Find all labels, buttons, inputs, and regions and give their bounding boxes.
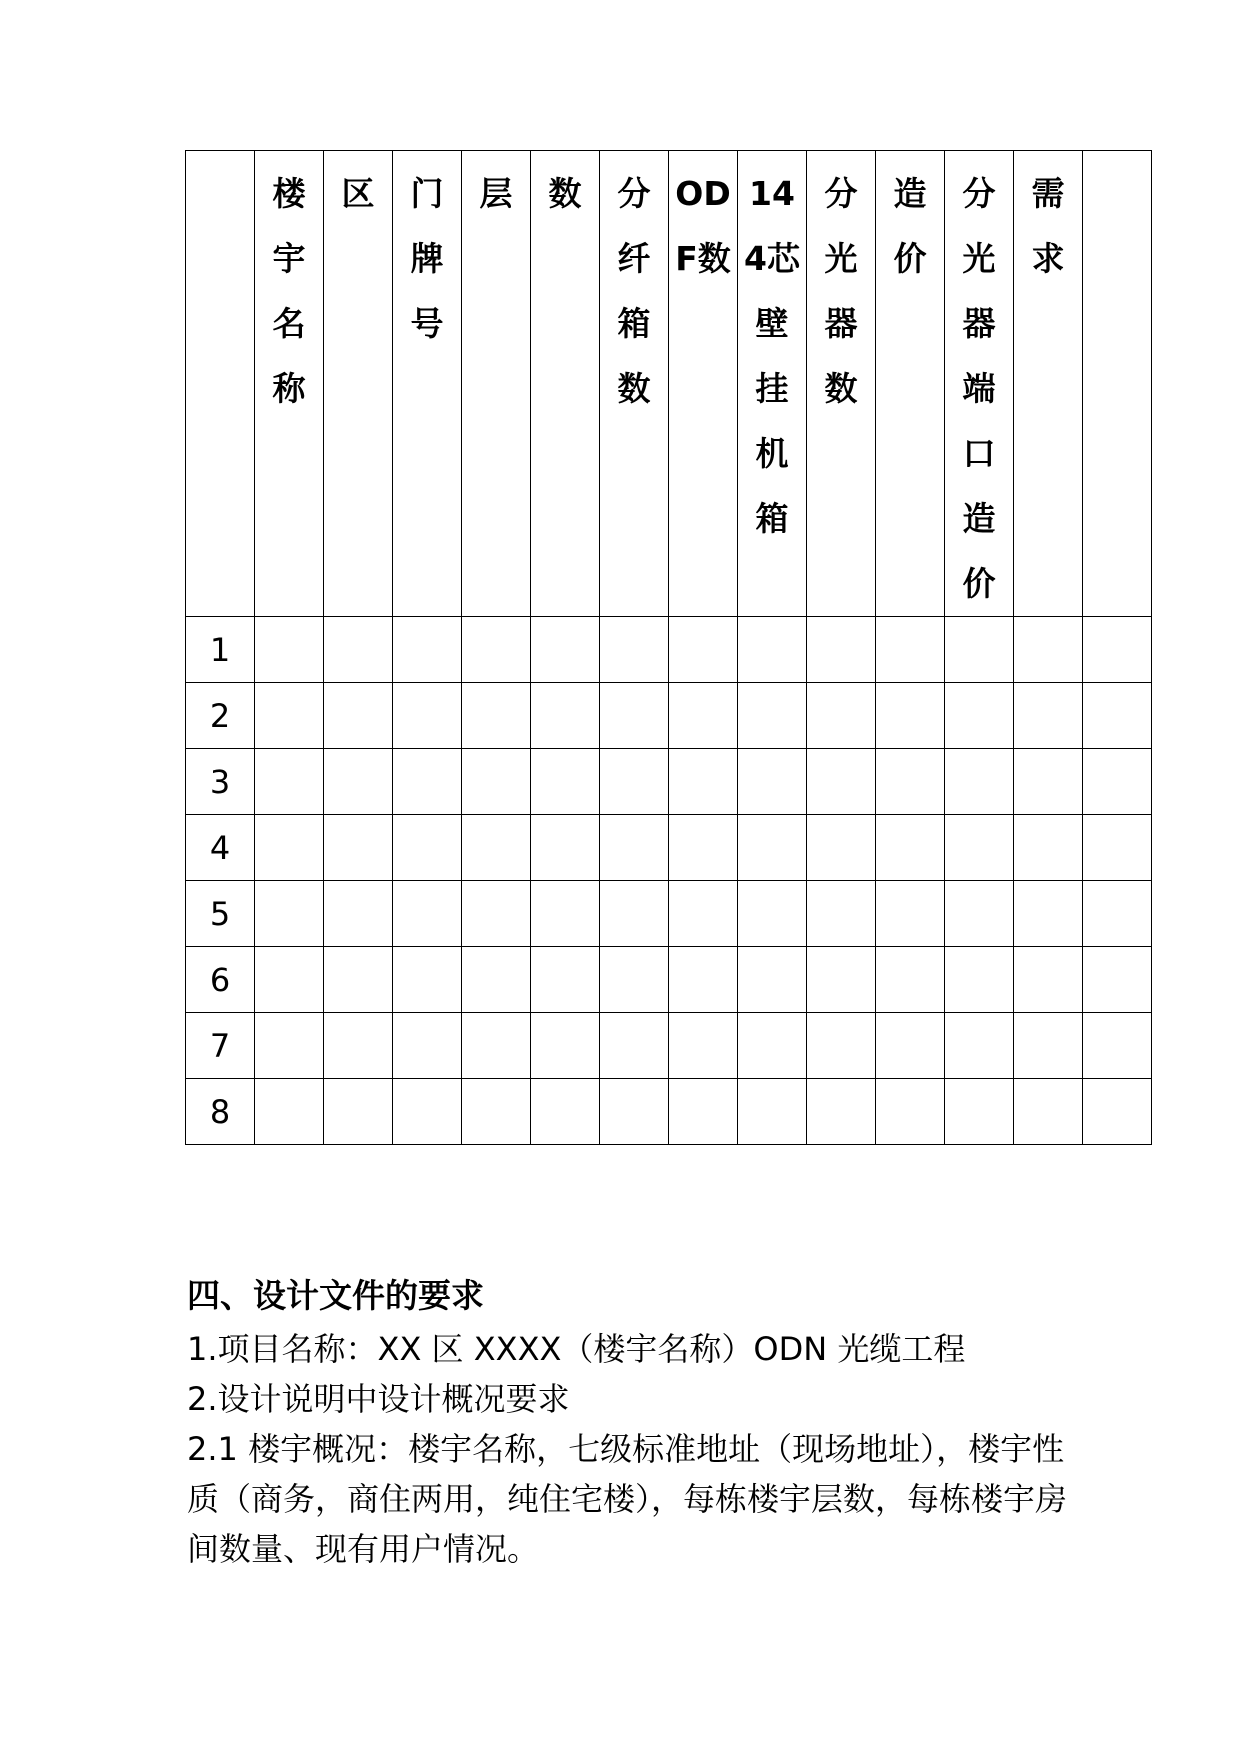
header-cell-district: 区 [324, 151, 393, 617]
empty-cell [393, 881, 462, 947]
empty-cell [738, 881, 807, 947]
empty-cell [1014, 749, 1083, 815]
empty-cell [738, 1079, 807, 1145]
empty-cell [876, 617, 945, 683]
row-number-cell: 6 [186, 947, 255, 1013]
header-cell-splitter-port-cost: 分光器端口造价 [945, 151, 1014, 617]
empty-cell [876, 1013, 945, 1079]
empty-cell [462, 947, 531, 1013]
empty-cell [1014, 683, 1083, 749]
row-number-cell: 8 [186, 1079, 255, 1145]
empty-cell [393, 1013, 462, 1079]
empty-cell [669, 749, 738, 815]
table-row [186, 1013, 1152, 1079]
table-row [186, 947, 1152, 1013]
empty-cell [324, 617, 393, 683]
empty-cell [807, 947, 876, 1013]
row-number-cell: 5 [186, 881, 255, 947]
empty-cell [393, 815, 462, 881]
empty-cell [393, 683, 462, 749]
table-row [186, 617, 1152, 683]
empty-cell [255, 617, 324, 683]
empty-cell [738, 683, 807, 749]
empty-cell [945, 815, 1014, 881]
empty-cell [738, 947, 807, 1013]
header-cell-house-number: 门牌号 [393, 151, 462, 617]
empty-cell [1083, 1013, 1152, 1079]
empty-cell [1083, 617, 1152, 683]
empty-cell [255, 683, 324, 749]
empty-cell [807, 749, 876, 815]
empty-cell [324, 683, 393, 749]
empty-cell [945, 1013, 1014, 1079]
empty-cell [807, 815, 876, 881]
empty-cell [738, 1013, 807, 1079]
empty-cell [738, 815, 807, 881]
empty-cell [1014, 1013, 1083, 1079]
empty-cell [1083, 1079, 1152, 1145]
empty-cell [255, 749, 324, 815]
table-row [186, 881, 1152, 947]
empty-cell [462, 617, 531, 683]
empty-cell [1014, 1079, 1083, 1145]
row-number-cell: 4 [186, 815, 255, 881]
empty-cell [1083, 881, 1152, 947]
design-requirements-section [187, 1268, 1087, 1574]
row-number-cell: 7 [186, 1013, 255, 1079]
empty-cell [255, 1013, 324, 1079]
empty-cell [669, 947, 738, 1013]
empty-cell [255, 1079, 324, 1145]
empty-cell [876, 1079, 945, 1145]
header-cell-index [186, 151, 255, 617]
empty-cell [531, 1079, 600, 1145]
empty-cell [807, 683, 876, 749]
empty-cell [393, 617, 462, 683]
empty-cell [876, 815, 945, 881]
header-cell-count: 数 [531, 151, 600, 617]
project-name-line: 1.项目名称：XX 区 XXXX（楼宇名称）ODN 光缆工程 [187, 1330, 966, 1368]
row-number-cell: 3 [186, 749, 255, 815]
empty-cell [669, 815, 738, 881]
table-row [186, 815, 1152, 881]
empty-cell [669, 881, 738, 947]
header-cell-144-core-cabinet: 144芯壁挂机箱 [738, 151, 807, 617]
row-number-cell: 2 [186, 683, 255, 749]
empty-cell [1083, 683, 1152, 749]
empty-cell [876, 947, 945, 1013]
empty-cell [1014, 881, 1083, 947]
empty-cell [324, 1013, 393, 1079]
empty-cell [462, 749, 531, 815]
empty-cell [669, 1079, 738, 1145]
empty-cell [324, 749, 393, 815]
requirements-table [185, 150, 1152, 1145]
empty-cell [600, 881, 669, 947]
design-overview-line: 2.设计说明中设计概况要求 [187, 1380, 570, 1418]
empty-cell [1014, 947, 1083, 1013]
table-row [186, 749, 1152, 815]
empty-cell [255, 881, 324, 947]
empty-cell [1083, 815, 1152, 881]
empty-cell [945, 617, 1014, 683]
empty-cell [945, 749, 1014, 815]
empty-cell [600, 1013, 669, 1079]
header-cell-blank [1083, 151, 1152, 617]
header-cell-odf-count: ODF数 [669, 151, 738, 617]
empty-cell [669, 683, 738, 749]
empty-cell [807, 1079, 876, 1145]
header-cell-splitter-count: 分光器数 [807, 151, 876, 617]
empty-cell [1083, 749, 1152, 815]
empty-cell [531, 749, 600, 815]
header-cell-fiber-box-count: 分纤箱数 [600, 151, 669, 617]
empty-cell [531, 683, 600, 749]
empty-cell [462, 881, 531, 947]
section-heading: 四、设计文件的要求 [187, 1276, 484, 1315]
empty-cell [255, 947, 324, 1013]
empty-cell [393, 947, 462, 1013]
empty-cell [600, 749, 669, 815]
empty-cell [255, 815, 324, 881]
empty-cell [600, 617, 669, 683]
empty-cell [324, 815, 393, 881]
empty-cell [393, 1079, 462, 1145]
empty-cell [738, 749, 807, 815]
header-cell-cost: 造价 [876, 151, 945, 617]
header-row [186, 151, 1152, 617]
empty-cell [945, 881, 1014, 947]
empty-cell [531, 881, 600, 947]
empty-cell [531, 617, 600, 683]
empty-cell [600, 815, 669, 881]
empty-cell [807, 881, 876, 947]
empty-cell [462, 815, 531, 881]
empty-cell [669, 1013, 738, 1079]
empty-cell [738, 617, 807, 683]
header-cell-demand: 需求 [1014, 151, 1083, 617]
empty-cell [876, 749, 945, 815]
empty-cell [876, 683, 945, 749]
empty-cell [462, 1013, 531, 1079]
empty-cell [600, 683, 669, 749]
table-row [186, 683, 1152, 749]
building-overview-paragraph: 2.1 楼宇概况：楼宇名称，七级标准地址（现场地址），楼宇性质（商务，商住两用，纯住宅楼），每栋楼宇层数，每栋楼宇房间数量、现有用户情况。 [187, 1430, 1068, 1568]
row-number-cell: 1 [186, 617, 255, 683]
table-row [186, 1079, 1152, 1145]
header-cell-floor: 层 [462, 151, 531, 617]
empty-cell [945, 947, 1014, 1013]
empty-cell [393, 749, 462, 815]
empty-cell [1014, 815, 1083, 881]
empty-cell [531, 815, 600, 881]
empty-cell [531, 947, 600, 1013]
empty-cell [600, 947, 669, 1013]
empty-cell [531, 1013, 600, 1079]
empty-cell [324, 947, 393, 1013]
empty-cell [876, 881, 945, 947]
empty-cell [462, 683, 531, 749]
empty-cell [807, 617, 876, 683]
empty-cell [945, 1079, 1014, 1145]
header-cell-building-name: 楼宇名称 [255, 151, 324, 617]
empty-cell [324, 881, 393, 947]
empty-cell [945, 683, 1014, 749]
empty-cell [669, 617, 738, 683]
empty-cell [1083, 947, 1152, 1013]
empty-cell [324, 1079, 393, 1145]
empty-cell [807, 1013, 876, 1079]
empty-cell [600, 1079, 669, 1145]
empty-cell [462, 1079, 531, 1145]
empty-cell [1014, 617, 1083, 683]
